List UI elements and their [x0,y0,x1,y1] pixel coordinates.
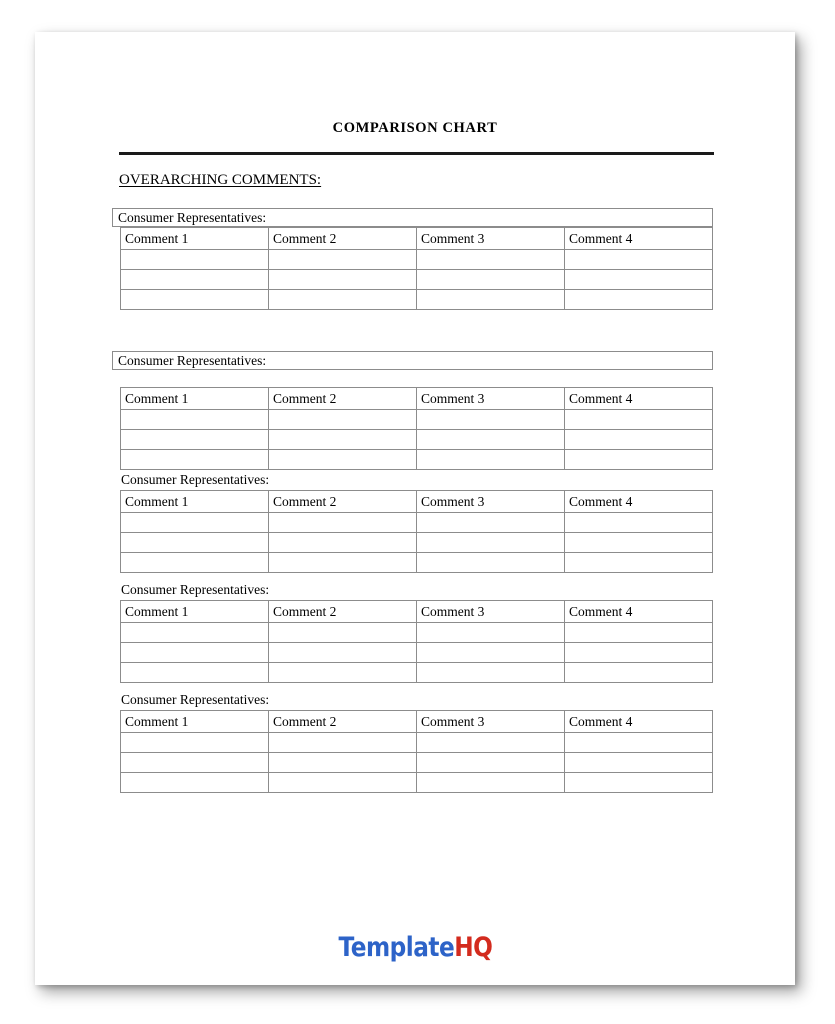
table-cell[interactable] [269,553,417,573]
table-cell[interactable] [417,753,565,773]
table-row[interactable] [121,733,713,753]
table-header-row [121,601,713,623]
table-cell[interactable] [121,623,269,643]
table-cell[interactable] [121,553,269,573]
table-cell[interactable] [565,773,713,793]
table-cell[interactable] [565,270,713,290]
table-row[interactable] [121,513,713,533]
column-header: Comment 4 [565,388,713,410]
table-cell[interactable] [417,663,565,683]
table-cell[interactable] [565,643,713,663]
title-divider [119,152,714,155]
table-cell[interactable] [565,663,713,683]
column-header: Comment 1 [121,388,269,410]
column-header: Comment 2 [269,228,417,250]
table-cell[interactable] [121,753,269,773]
table-cell[interactable] [269,450,417,470]
section-heading-overarching-comments: OVERARCHING COMMENTS: [119,172,322,188]
page-title: COMPARISON CHART [332,120,498,136]
column-header: Comment 4 [565,491,713,513]
table-cell[interactable] [121,410,269,430]
table-header-row [121,228,713,250]
comment-table-3 [120,490,713,573]
column-header: Comment 3 [417,228,565,250]
table-cell[interactable] [121,643,269,663]
table-header-row [121,388,713,410]
table-cell[interactable] [121,533,269,553]
table-cell[interactable] [121,773,269,793]
table-row[interactable] [121,430,713,450]
table-cell[interactable] [121,250,269,270]
table-cell[interactable] [565,290,713,310]
table-cell[interactable] [121,270,269,290]
table-cell[interactable] [121,513,269,533]
comment-table-5 [120,710,713,793]
logo-text-hq: HQ [453,932,492,963]
table-cell[interactable] [417,643,565,663]
table-cell[interactable] [417,773,565,793]
table-cell[interactable] [269,663,417,683]
column-header: Comment 1 [121,711,269,733]
table-row[interactable] [121,290,713,310]
table-cell[interactable] [121,430,269,450]
table-row[interactable] [121,270,713,290]
table-cell[interactable] [565,250,713,270]
table-cell[interactable] [565,733,713,753]
table-cell[interactable] [269,290,417,310]
table-cell[interactable] [417,430,565,450]
table-cell[interactable] [565,410,713,430]
table-cell[interactable] [565,513,713,533]
table-cell[interactable] [565,430,713,450]
logo-text-template: Template [338,932,454,963]
table-row[interactable] [121,773,713,793]
table-cell[interactable] [121,733,269,753]
table-cell[interactable] [565,753,713,773]
column-header: Comment 4 [565,711,713,733]
table-row[interactable] [121,450,713,470]
comment-table-2 [120,387,713,470]
column-header: Comment 1 [121,228,269,250]
table-row[interactable] [121,623,713,643]
table-row[interactable] [121,250,713,270]
table-cell[interactable] [417,250,565,270]
column-header: Comment 2 [269,491,417,513]
table-cell[interactable] [417,450,565,470]
templatehq-logo [35,932,795,963]
column-header: Comment 3 [417,601,565,623]
column-header: Comment 4 [565,601,713,623]
block-label-1: Consumer Representatives: [112,208,713,227]
table-cell[interactable] [565,553,713,573]
table-row[interactable] [121,553,713,573]
table-header-row [121,491,713,513]
table-cell[interactable] [269,623,417,643]
table-row[interactable] [121,410,713,430]
table-cell[interactable] [269,513,417,533]
block-label-5: Consumer Representatives: [121,692,270,707]
table-cell[interactable] [417,533,565,553]
block-label-3: Consumer Representatives: [121,472,270,487]
table-cell[interactable] [269,643,417,663]
column-header: Comment 2 [269,601,417,623]
table-cell[interactable] [121,450,269,470]
table-cell[interactable] [417,290,565,310]
column-header: Comment 3 [417,491,565,513]
comment-table-4 [120,600,713,683]
table-cell[interactable] [565,533,713,553]
table-cell[interactable] [269,533,417,553]
table-row[interactable] [121,533,713,553]
table-cell[interactable] [269,753,417,773]
table-cell[interactable] [269,773,417,793]
block-label-2: Consumer Representatives: [112,351,713,370]
column-header: Comment 3 [417,388,565,410]
table-cell[interactable] [269,733,417,753]
table-cell[interactable] [417,733,565,753]
column-header: Comment 4 [565,228,713,250]
table-cell[interactable] [417,553,565,573]
table-header-row [121,711,713,733]
table-cell[interactable] [269,410,417,430]
table-cell[interactable] [269,250,417,270]
column-header: Comment 2 [269,388,417,410]
table-cell[interactable] [417,410,565,430]
table-cell[interactable] [417,513,565,533]
table-cell[interactable] [121,290,269,310]
table-cell[interactable] [565,450,713,470]
block-label-4: Consumer Representatives: [121,582,270,597]
column-header: Comment 3 [417,711,565,733]
table-cell[interactable] [269,430,417,450]
table-cell[interactable] [269,270,417,290]
table-cell[interactable] [565,623,713,643]
column-header: Comment 1 [121,491,269,513]
table-row[interactable] [121,663,713,683]
column-header: Comment 1 [121,601,269,623]
table-cell[interactable] [121,663,269,683]
table-row[interactable] [121,753,713,773]
table-row[interactable] [121,643,713,663]
comment-table-1 [120,227,713,310]
column-header: Comment 2 [269,711,417,733]
document-page [35,32,795,985]
table-cell[interactable] [417,623,565,643]
table-cell[interactable] [417,270,565,290]
